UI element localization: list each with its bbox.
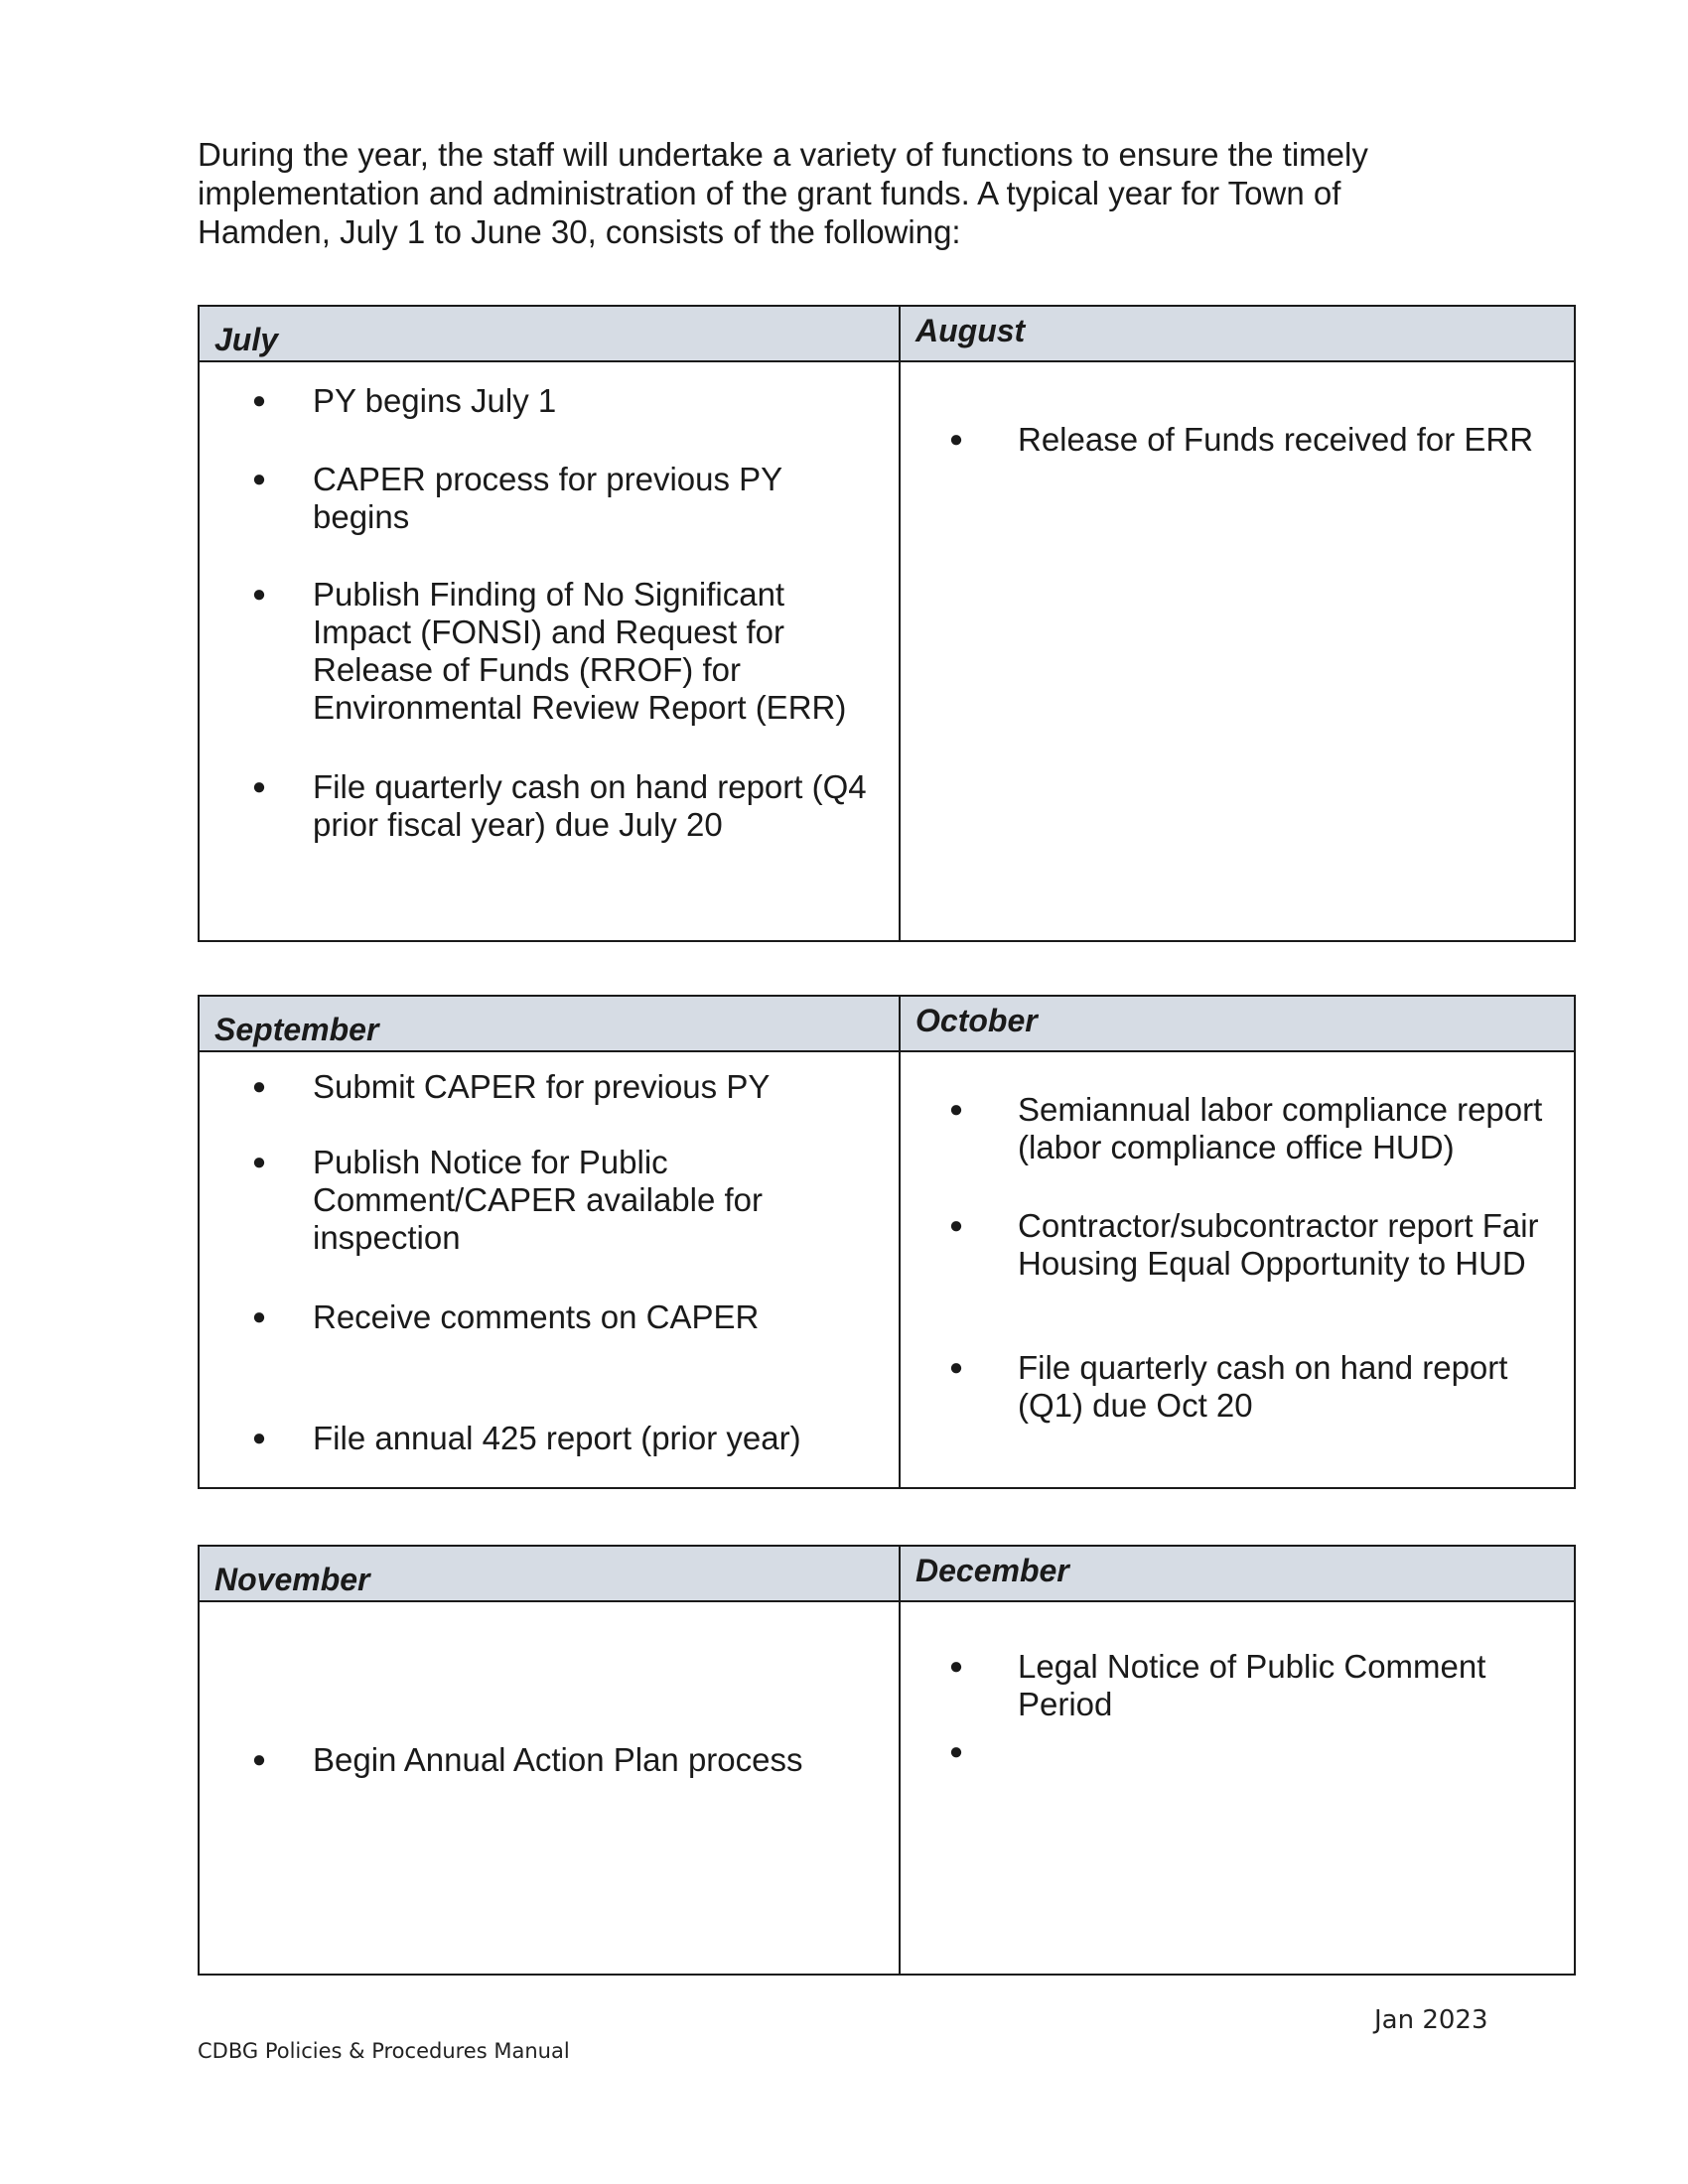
month-cell-october — [901, 1052, 1574, 1487]
list-item-text: File annual 425 report (prior year) — [313, 1420, 801, 1456]
bullet-icon: ● — [948, 1212, 964, 1239]
list-item-text: (Q1) due Oct 20 — [1018, 1387, 1253, 1424]
list-item — [251, 1068, 849, 1106]
list-item-text: CAPER process for previous PY — [313, 461, 783, 497]
list-item-text: Contractor/subcontractor report Fair — [1018, 1207, 1539, 1244]
list-item-text: Semiannual labor compliance report — [1018, 1091, 1543, 1128]
list-item-text: Receive comments on CAPER — [313, 1298, 760, 1335]
bullet-icon: ● — [251, 581, 267, 608]
month-table-july-august — [198, 305, 1576, 942]
list-item-text: Publish Notice for Public — [313, 1144, 668, 1180]
month-label: July — [214, 322, 279, 357]
month-cell-november — [200, 1602, 901, 1974]
intro-line: Hamden, July 1 to June 30, consists of the following: — [198, 213, 961, 250]
list-item-text: Begin Annual Action Plan process — [313, 1741, 803, 1778]
bullet-icon: ● — [251, 773, 267, 800]
list-item-text: Impact (FONSI) and Request for — [313, 614, 785, 650]
bullet-icon: ● — [251, 466, 267, 492]
list-item-text: Period — [1018, 1686, 1113, 1722]
month-label: August — [915, 313, 1026, 348]
list-item — [948, 1207, 1576, 1283]
month-table-november-december — [198, 1545, 1576, 1976]
month-cell-december — [901, 1602, 1574, 1974]
list-item-text: Legal Notice of Public Comment — [1018, 1648, 1486, 1685]
list-item — [251, 1298, 849, 1336]
intro-line: implementation and administration of the grant funds. A typical year for Town of — [198, 175, 1341, 211]
bullet-icon: ● — [251, 1746, 267, 1773]
list-item — [948, 1091, 1576, 1166]
list-item-text: Comment/CAPER available for — [313, 1181, 764, 1218]
month-cell-september — [200, 1052, 901, 1487]
list-item — [251, 382, 849, 420]
footer-date: Jan 2023 — [1374, 2005, 1488, 2035]
list-item-text: PY begins July 1 — [313, 382, 557, 419]
month-label: September — [214, 1012, 379, 1047]
list-item-text: Publish Finding of No Significant — [313, 576, 785, 613]
list-item — [948, 421, 1576, 459]
list-item-text: begins — [313, 498, 410, 535]
list-item — [251, 1144, 849, 1257]
list-item — [948, 1349, 1576, 1425]
month-label: November — [214, 1562, 370, 1597]
bullet-icon: ● — [251, 1425, 267, 1451]
list-item — [251, 1420, 849, 1457]
bullet-icon: ● — [948, 1738, 964, 1765]
intro-paragraph — [198, 135, 1389, 251]
bullet-icon: ● — [251, 1073, 267, 1100]
bullet-icon: ● — [251, 1303, 267, 1330]
month-header-november — [200, 1547, 901, 1602]
list-item-text: Release of Funds (RROF) for — [313, 651, 741, 688]
list-item-text: Housing Equal Opportunity to HUD — [1018, 1245, 1526, 1282]
month-header-december — [901, 1547, 1574, 1602]
bullet-icon: ● — [948, 1354, 964, 1381]
list-item-text: File quarterly cash on hand report (Q4 — [313, 768, 867, 805]
month-header-october — [901, 997, 1574, 1052]
list-item-text: (labor compliance office HUD) — [1018, 1129, 1455, 1165]
month-header-september — [200, 997, 901, 1052]
list-item — [948, 1648, 1576, 1723]
list-item-text: prior fiscal year) due July 20 — [313, 806, 723, 843]
list-item-text: Environmental Review Report (ERR) — [313, 689, 847, 726]
list-item-text: Submit CAPER for previous PY — [313, 1068, 771, 1105]
month-table-september-october — [198, 995, 1576, 1489]
list-item-text: Release of Funds received for ERR — [1018, 421, 1534, 458]
month-cell-july — [200, 362, 901, 940]
list-item — [251, 768, 867, 844]
month-header-august — [901, 307, 1574, 362]
month-label: December — [915, 1553, 1069, 1588]
bullet-icon: ● — [251, 1149, 267, 1175]
list-item — [251, 461, 849, 536]
list-item — [251, 1741, 849, 1779]
month-label: October — [915, 1003, 1038, 1038]
bullet-icon: ● — [251, 387, 267, 414]
bullet-icon: ● — [948, 1653, 964, 1680]
list-item — [251, 576, 849, 727]
month-header-july — [200, 307, 901, 362]
list-item-text: inspection — [313, 1219, 461, 1256]
month-cell-august — [901, 362, 1574, 940]
list-item-text: File quarterly cash on hand report — [1018, 1349, 1508, 1386]
bullet-icon: ● — [948, 426, 964, 453]
bullet-icon: ● — [948, 1096, 964, 1123]
intro-line: During the year, the staff will undertake a variety of functions to ensure the timely — [198, 136, 1368, 173]
footer-manual-title: CDBG Policies & Procedures Manual — [198, 2039, 570, 2063]
